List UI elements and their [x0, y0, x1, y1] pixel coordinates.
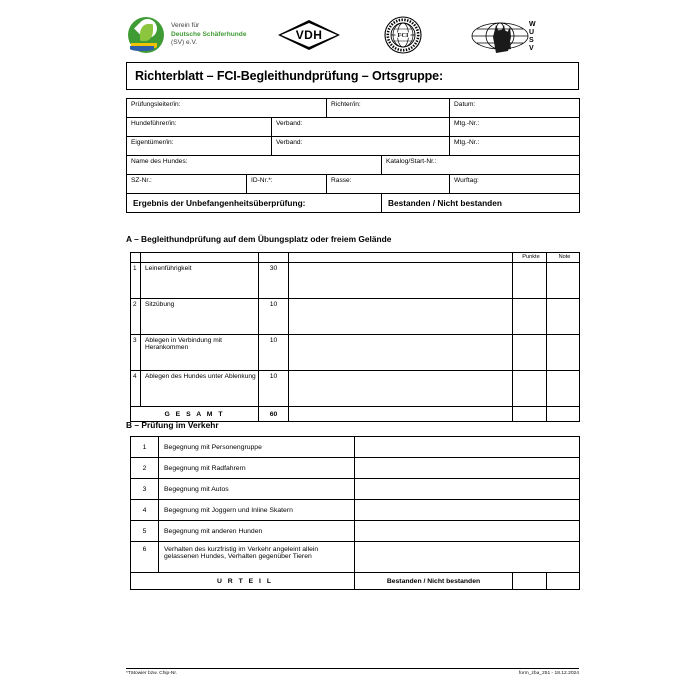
total-comment-field[interactable]	[289, 407, 513, 422]
traffic-exercise-label: Verhalten des kurzfristig im Verkehr angeleint allein gelassenen Hundes, Verhalten gegenüber Tieren	[159, 542, 355, 573]
exercise-max-points: 30	[259, 263, 289, 299]
total-note-field[interactable]	[547, 407, 580, 422]
row-number: 1	[131, 263, 141, 299]
field-label-pruefungsleiter[interactable]: Prüfungsleiter/in:	[127, 99, 327, 118]
sv-logo-line3: (SV) e.V.	[171, 39, 198, 47]
sv-logo	[126, 10, 246, 60]
table-row	[131, 542, 580, 573]
row-number: 3	[131, 335, 141, 371]
traffic-exercise-label: Begegnung mit Joggern und Inline Skatern	[159, 500, 355, 521]
exercise-points-field[interactable]	[513, 299, 547, 335]
exercise-label: Leinenführigkeit	[141, 263, 259, 299]
identification-table	[126, 98, 580, 213]
urteil-value[interactable]: Bestanden / Nicht bestanden	[355, 573, 513, 590]
row-number: 4	[131, 371, 141, 407]
sv-logo-line1: Verein für	[171, 22, 200, 30]
traffic-comment-field[interactable]	[355, 479, 580, 500]
field-label-eigentuemer[interactable]: Eigentümer/in:	[127, 137, 272, 156]
unbefangenheit-label: Ergebnis der Unbefangenheitsüberprüfung:	[127, 194, 382, 213]
fci-seal-icon	[384, 16, 422, 54]
spacer-cell	[141, 253, 259, 263]
exercise-note-field[interactable]	[547, 371, 580, 407]
table-row	[127, 99, 580, 118]
sv-emblem-icon	[126, 15, 166, 55]
form-title: Richterblatt – FCI-Begleithundprüfung – Ortsgruppe:	[126, 62, 579, 90]
exercise-points-field[interactable]	[513, 371, 547, 407]
fci-logo	[384, 10, 422, 60]
field-label-verband-1[interactable]: Verband:	[272, 118, 450, 137]
field-label-wurftag[interactable]: Wurftag:	[450, 175, 580, 194]
vdh-logo	[278, 10, 340, 60]
wusv-globe-dog-icon	[466, 13, 546, 57]
table-row	[127, 137, 580, 156]
table-header-row	[131, 253, 580, 263]
table-row	[131, 479, 580, 500]
traffic-comment-field[interactable]	[355, 521, 580, 542]
table-row	[131, 437, 580, 458]
wusv-letter-s: S	[529, 37, 534, 44]
exercise-note-field[interactable]	[547, 263, 580, 299]
traffic-comment-field[interactable]	[355, 542, 580, 573]
field-label-katalog-startnr[interactable]: Katalog/Start-Nr.:	[382, 156, 580, 175]
wusv-logo	[466, 10, 546, 60]
field-label-mtgnr-1[interactable]: Mtg.-Nr.:	[450, 118, 580, 137]
table-row	[127, 118, 580, 137]
total-max-points: 60	[259, 407, 289, 422]
table-row	[131, 521, 580, 542]
logo-strip	[126, 10, 581, 60]
form-code: form_zba_251 - 18.12.2024	[518, 671, 579, 676]
exercise-note-field[interactable]	[547, 335, 580, 371]
wusv-letter-v: V	[529, 45, 534, 52]
exercise-comment-field[interactable]	[289, 299, 513, 335]
wusv-letter-u: U	[529, 29, 535, 36]
urteil-label: U R T E I L	[131, 573, 355, 590]
spacer-cell	[259, 253, 289, 263]
field-label-name-des-hundes[interactable]: Name des Hundes:	[127, 156, 382, 175]
exercise-max-points: 10	[259, 299, 289, 335]
vdh-logo-text: VDH	[295, 28, 323, 42]
table-row	[131, 335, 580, 371]
section-b-heading: B – Prüfung im Verkehr	[126, 420, 219, 430]
section-b-table	[130, 436, 580, 590]
traffic-exercise-label: Begegnung mit Personengruppe	[159, 437, 355, 458]
row-number: 5	[131, 521, 159, 542]
table-row	[131, 263, 580, 299]
urteil-points-field[interactable]	[513, 573, 547, 590]
unbefangenheit-value[interactable]: Bestanden / Nicht bestanden	[382, 194, 580, 213]
field-label-richter[interactable]: Richter/in:	[327, 99, 450, 118]
total-points-field[interactable]	[513, 407, 547, 422]
table-row	[131, 299, 580, 335]
exercise-points-field[interactable]	[513, 263, 547, 299]
traffic-comment-field[interactable]	[355, 500, 580, 521]
table-row	[131, 500, 580, 521]
col-header-punkte: Punkte	[513, 253, 547, 263]
exercise-note-field[interactable]	[547, 299, 580, 335]
row-number: 3	[131, 479, 159, 500]
exercise-label: Ablegen in Verbindung mit Herankommen	[141, 335, 259, 371]
field-label-datum[interactable]: Datum:	[450, 99, 580, 118]
spacer-cell	[131, 253, 141, 263]
exercise-max-points: 10	[259, 335, 289, 371]
field-label-mtgnr-2[interactable]: Mtg.-Nr.:	[450, 137, 580, 156]
traffic-exercise-label: Begegnung mit Autos	[159, 479, 355, 500]
traffic-comment-field[interactable]	[355, 437, 580, 458]
exercise-comment-field[interactable]	[289, 263, 513, 299]
spacer-cell	[289, 253, 513, 263]
exercise-max-points: 10	[259, 371, 289, 407]
table-verdict-row	[131, 573, 580, 590]
footnote-tattoo: *Tätowier bzw. Chip-Nr.	[126, 671, 178, 676]
col-header-note: Note	[547, 253, 580, 263]
total-label: G E S A M T	[131, 407, 259, 422]
field-label-sznr[interactable]: SZ-Nr.:	[127, 175, 247, 194]
table-row	[127, 194, 580, 213]
traffic-comment-field[interactable]	[355, 458, 580, 479]
table-row	[127, 156, 580, 175]
row-number: 6	[131, 542, 159, 573]
page-footer	[126, 668, 579, 684]
field-label-rasse[interactable]: Rasse:	[327, 175, 450, 194]
table-row	[131, 458, 580, 479]
wusv-letter-w: W	[529, 21, 536, 28]
traffic-exercise-label: Begegnung mit Radfahrern	[159, 458, 355, 479]
field-label-verband-2[interactable]: Verband:	[272, 137, 450, 156]
section-a-table	[130, 252, 580, 422]
exercise-label: Ablegen des Hundes unter Ablenkung	[141, 371, 259, 407]
field-label-idnr[interactable]: ID-Nr.*:	[247, 175, 327, 194]
svg-text:FCI: FCI	[397, 32, 409, 39]
table-row	[127, 175, 580, 194]
row-number: 2	[131, 299, 141, 335]
exercise-points-field[interactable]	[513, 335, 547, 371]
urteil-note-field[interactable]	[547, 573, 580, 590]
row-number: 4	[131, 500, 159, 521]
exercise-label: Sitzübung	[141, 299, 259, 335]
sv-logo-line2: Deutsche Schäferhunde	[171, 30, 247, 38]
traffic-exercise-label: Begegnung mit anderen Hunden	[159, 521, 355, 542]
vdh-diamond-icon	[278, 20, 340, 50]
row-number: 1	[131, 437, 159, 458]
field-label-hundefuehrer[interactable]: Hundeführer/in:	[127, 118, 272, 137]
exercise-comment-field[interactable]	[289, 335, 513, 371]
exercise-comment-field[interactable]	[289, 371, 513, 407]
section-a-heading: A – Begleithundprüfung auf dem Übungsplatz oder freiem Gelände	[126, 234, 392, 244]
table-row	[131, 371, 580, 407]
row-number: 2	[131, 458, 159, 479]
